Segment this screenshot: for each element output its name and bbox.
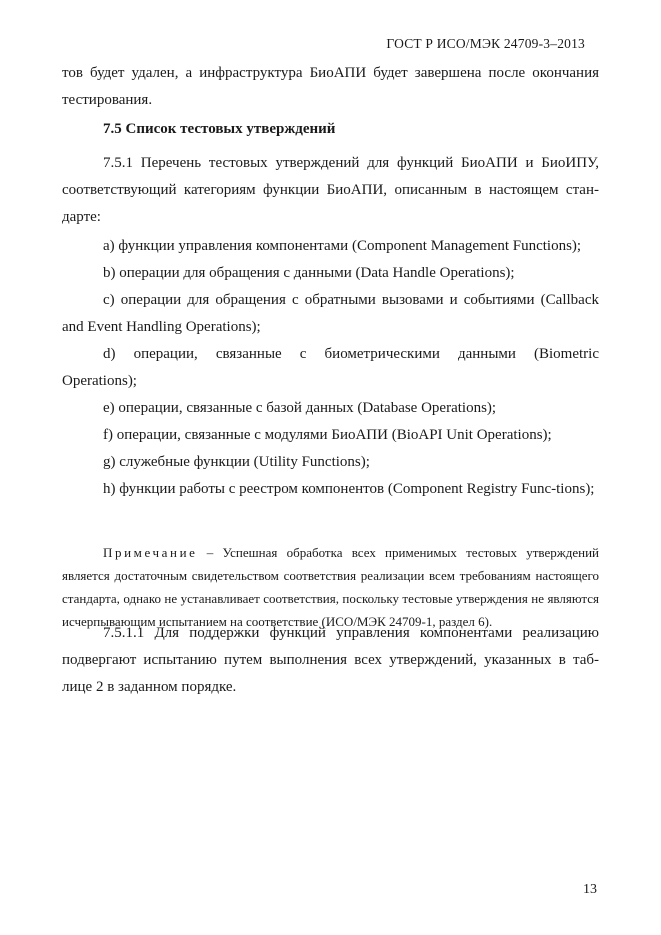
note-label: Примечание — [103, 545, 198, 560]
list-item-d: d) операции, связанные с биометрическими данными (Biometric Operations); — [62, 346, 599, 389]
paragraph-7-5-1-text: 7.5.1 Перечень тестовых утверждений для функций БиоАПИ и БиоИПУ, соответствующий категориям функции БиоАПИ, описанным в настоящем стан-дарте: — [62, 155, 599, 225]
list-item-f: f) операции, связанные с модулями БиоАПИ (BioAPI Unit Operations); — [103, 427, 552, 443]
list-item — [62, 341, 599, 395]
list-item — [62, 287, 599, 341]
list-item — [62, 260, 599, 287]
continuation-paragraph — [62, 60, 599, 114]
list-item-a: a) функции управления компонентами (Component Management Functions); — [103, 238, 582, 254]
list-item-e: e) операции, связанные с базой данных (Database Operations); — [103, 400, 497, 416]
page-number: 13 — [583, 882, 597, 897]
note-text: – Успешная обработка всех применимых тестовых утверждений является достаточным свидетельством соответствия реализации всем требованиям настоящего стандарта, однако не устанавливает соответствия, поскольку тестовые утверждения не являются исчерпывающим испытанием на соответствие (ИСО/МЭК 24709-1, раздел 6). — [62, 545, 599, 629]
list-item-b: b) операции для обращения с данными (Data Handle Operations); — [103, 265, 515, 281]
continuation-text: тов будет удален, а инфраструктура БиоАПИ будет завершена после окончания тестирования. — [62, 65, 599, 108]
paragraph-7-5-1-1 — [62, 620, 599, 701]
document-header: ГОСТ Р ИСО/МЭК 24709-3–2013 — [386, 36, 585, 51]
list-item-c: c) операции для обращения с обратными вызовами и событиями (Callback and Event Handling Operations); — [62, 292, 599, 335]
list-item-g: g) служебные функции (Utility Functions); — [103, 454, 370, 470]
paragraph-7-5-1-1-text: 7.5.1.1 Для поддержки функций управления компонентами реализацию подвергают испытанию путем выполнения всех утверждений, указанных в таб-лице 2 в заданном порядке. — [62, 625, 599, 695]
list-item — [62, 449, 599, 476]
paragraph-7-5-1 — [62, 150, 599, 231]
list-item-h: h) функции работы с реестром компонентов (Component Registry Func-tions); — [103, 481, 595, 497]
list-item — [62, 476, 599, 503]
section-title: 7.5 Список тестовых утверждений — [103, 121, 336, 137]
list-item — [62, 422, 599, 449]
list-item — [62, 395, 599, 422]
list-item — [62, 233, 599, 260]
